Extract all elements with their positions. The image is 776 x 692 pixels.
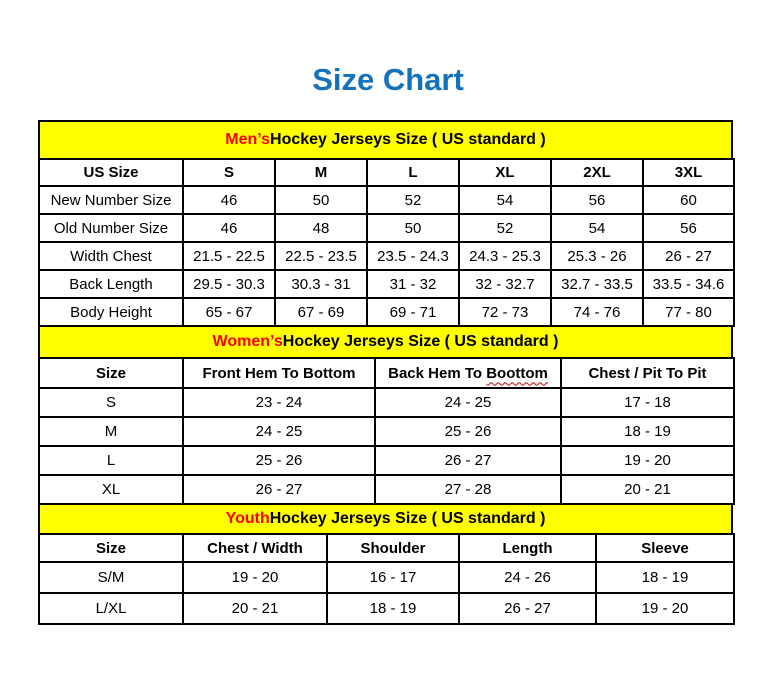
column-header: US Size <box>39 159 183 186</box>
data-cell: 18 - 19 <box>596 562 734 593</box>
mens-section-highlight: Men’s <box>225 131 271 148</box>
row-label: Back Length <box>39 270 183 298</box>
table-row <box>39 298 734 326</box>
data-cell: 25 - 26 <box>183 446 375 475</box>
womens-size-table <box>38 357 735 505</box>
data-cell: 52 <box>367 186 459 214</box>
data-cell: 24 - 26 <box>459 562 596 593</box>
data-cell: 52 <box>459 214 551 242</box>
misspelled-word: Boottom <box>486 364 548 382</box>
data-cell: 20 - 21 <box>561 475 734 504</box>
row-label: Old Number Size <box>39 214 183 242</box>
data-cell: 72 - 73 <box>459 298 551 326</box>
row-label: Body Height <box>39 298 183 326</box>
womens-section-highlight: Women’s <box>212 333 283 350</box>
mens-header-row <box>39 159 734 186</box>
data-cell: 18 - 19 <box>561 417 734 446</box>
data-cell: 17 - 18 <box>561 388 734 417</box>
youth-section-header <box>38 503 733 535</box>
data-cell: 46 <box>183 186 275 214</box>
table-row <box>39 270 734 298</box>
data-cell: 23.5 - 24.3 <box>367 242 459 270</box>
column-header: Sleeve <box>596 534 734 562</box>
data-cell: 19 - 20 <box>561 446 734 475</box>
column-header: S <box>183 159 275 186</box>
table-row <box>39 242 734 270</box>
column-header: M <box>275 159 367 186</box>
data-cell: 20 - 21 <box>183 593 327 624</box>
data-cell: 30.3 - 31 <box>275 270 367 298</box>
column-header-misspelled <box>375 358 561 388</box>
data-cell: 25 - 26 <box>375 417 561 446</box>
data-cell: 26 - 27 <box>183 475 375 504</box>
table-row <box>39 388 734 417</box>
womens-section-title: Hockey Jerseys Size ( US standard ) <box>282 333 559 350</box>
data-cell: 32 - 32.7 <box>459 270 551 298</box>
row-label: S <box>39 388 183 417</box>
data-cell: 31 - 32 <box>367 270 459 298</box>
data-cell: 26 - 27 <box>459 593 596 624</box>
data-cell: 25.3 - 26 <box>551 242 643 270</box>
row-label: Width Chest <box>39 242 183 270</box>
table-row <box>39 446 734 475</box>
column-header: Shoulder <box>327 534 459 562</box>
data-cell: 26 - 27 <box>375 446 561 475</box>
data-cell: 19 - 20 <box>183 562 327 593</box>
data-cell: 48 <box>275 214 367 242</box>
data-cell: 26 - 27 <box>643 242 734 270</box>
row-label: XL <box>39 475 183 504</box>
column-header: Size <box>39 358 183 388</box>
column-header: XL <box>459 159 551 186</box>
column-header: Front Hem To Bottom <box>183 358 375 388</box>
mens-size-table <box>38 158 735 327</box>
womens-section-header <box>38 325 733 359</box>
row-label: L/XL <box>39 593 183 624</box>
table-row <box>39 214 734 242</box>
mens-section-title: Hockey Jerseys Size ( US standard ) <box>270 131 546 148</box>
data-cell: 24 - 25 <box>183 417 375 446</box>
data-cell: 56 <box>643 214 734 242</box>
data-cell: 54 <box>459 186 551 214</box>
table-row <box>39 417 734 446</box>
table-row <box>39 186 734 214</box>
column-header-text: Back Hem To <box>388 364 487 382</box>
data-cell: 56 <box>551 186 643 214</box>
table-row <box>39 593 734 624</box>
data-cell: 19 - 20 <box>596 593 734 624</box>
data-cell: 69 - 71 <box>367 298 459 326</box>
youth-size-table <box>38 533 735 625</box>
column-header: 3XL <box>643 159 734 186</box>
table-row <box>39 562 734 593</box>
row-label: M <box>39 417 183 446</box>
row-label: New Number Size <box>39 186 183 214</box>
womens-header-row <box>39 358 734 388</box>
data-cell: 60 <box>643 186 734 214</box>
size-chart <box>38 120 733 625</box>
column-header: Length <box>459 534 596 562</box>
data-cell: 24 - 25 <box>375 388 561 417</box>
column-header: L <box>367 159 459 186</box>
data-cell: 67 - 69 <box>275 298 367 326</box>
youth-header-row <box>39 534 734 562</box>
data-cell: 27 - 28 <box>375 475 561 504</box>
data-cell: 22.5 - 23.5 <box>275 242 367 270</box>
data-cell: 24.3 - 25.3 <box>459 242 551 270</box>
data-cell: 54 <box>551 214 643 242</box>
data-cell: 74 - 76 <box>551 298 643 326</box>
data-cell: 21.5 - 22.5 <box>183 242 275 270</box>
youth-section-title: Hockey Jerseys Size ( US standard ) <box>269 510 546 527</box>
youth-section-highlight: Youth <box>225 510 270 527</box>
row-label: S/M <box>39 562 183 593</box>
column-header: Chest / Pit To Pit <box>561 358 734 388</box>
row-label: L <box>39 446 183 475</box>
data-cell: 18 - 19 <box>327 593 459 624</box>
data-cell: 32.7 - 33.5 <box>551 270 643 298</box>
data-cell: 65 - 67 <box>183 298 275 326</box>
column-header: 2XL <box>551 159 643 186</box>
mens-section-header <box>38 120 733 160</box>
data-cell: 16 - 17 <box>327 562 459 593</box>
data-cell: 77 - 80 <box>643 298 734 326</box>
column-header: Size <box>39 534 183 562</box>
data-cell: 46 <box>183 214 275 242</box>
data-cell: 33.5 - 34.6 <box>643 270 734 298</box>
data-cell: 29.5 - 30.3 <box>183 270 275 298</box>
page-title: Size Chart <box>312 62 464 97</box>
data-cell: 23 - 24 <box>183 388 375 417</box>
table-row <box>39 475 734 504</box>
column-header: Chest / Width <box>183 534 327 562</box>
data-cell: 50 <box>367 214 459 242</box>
data-cell: 50 <box>275 186 367 214</box>
